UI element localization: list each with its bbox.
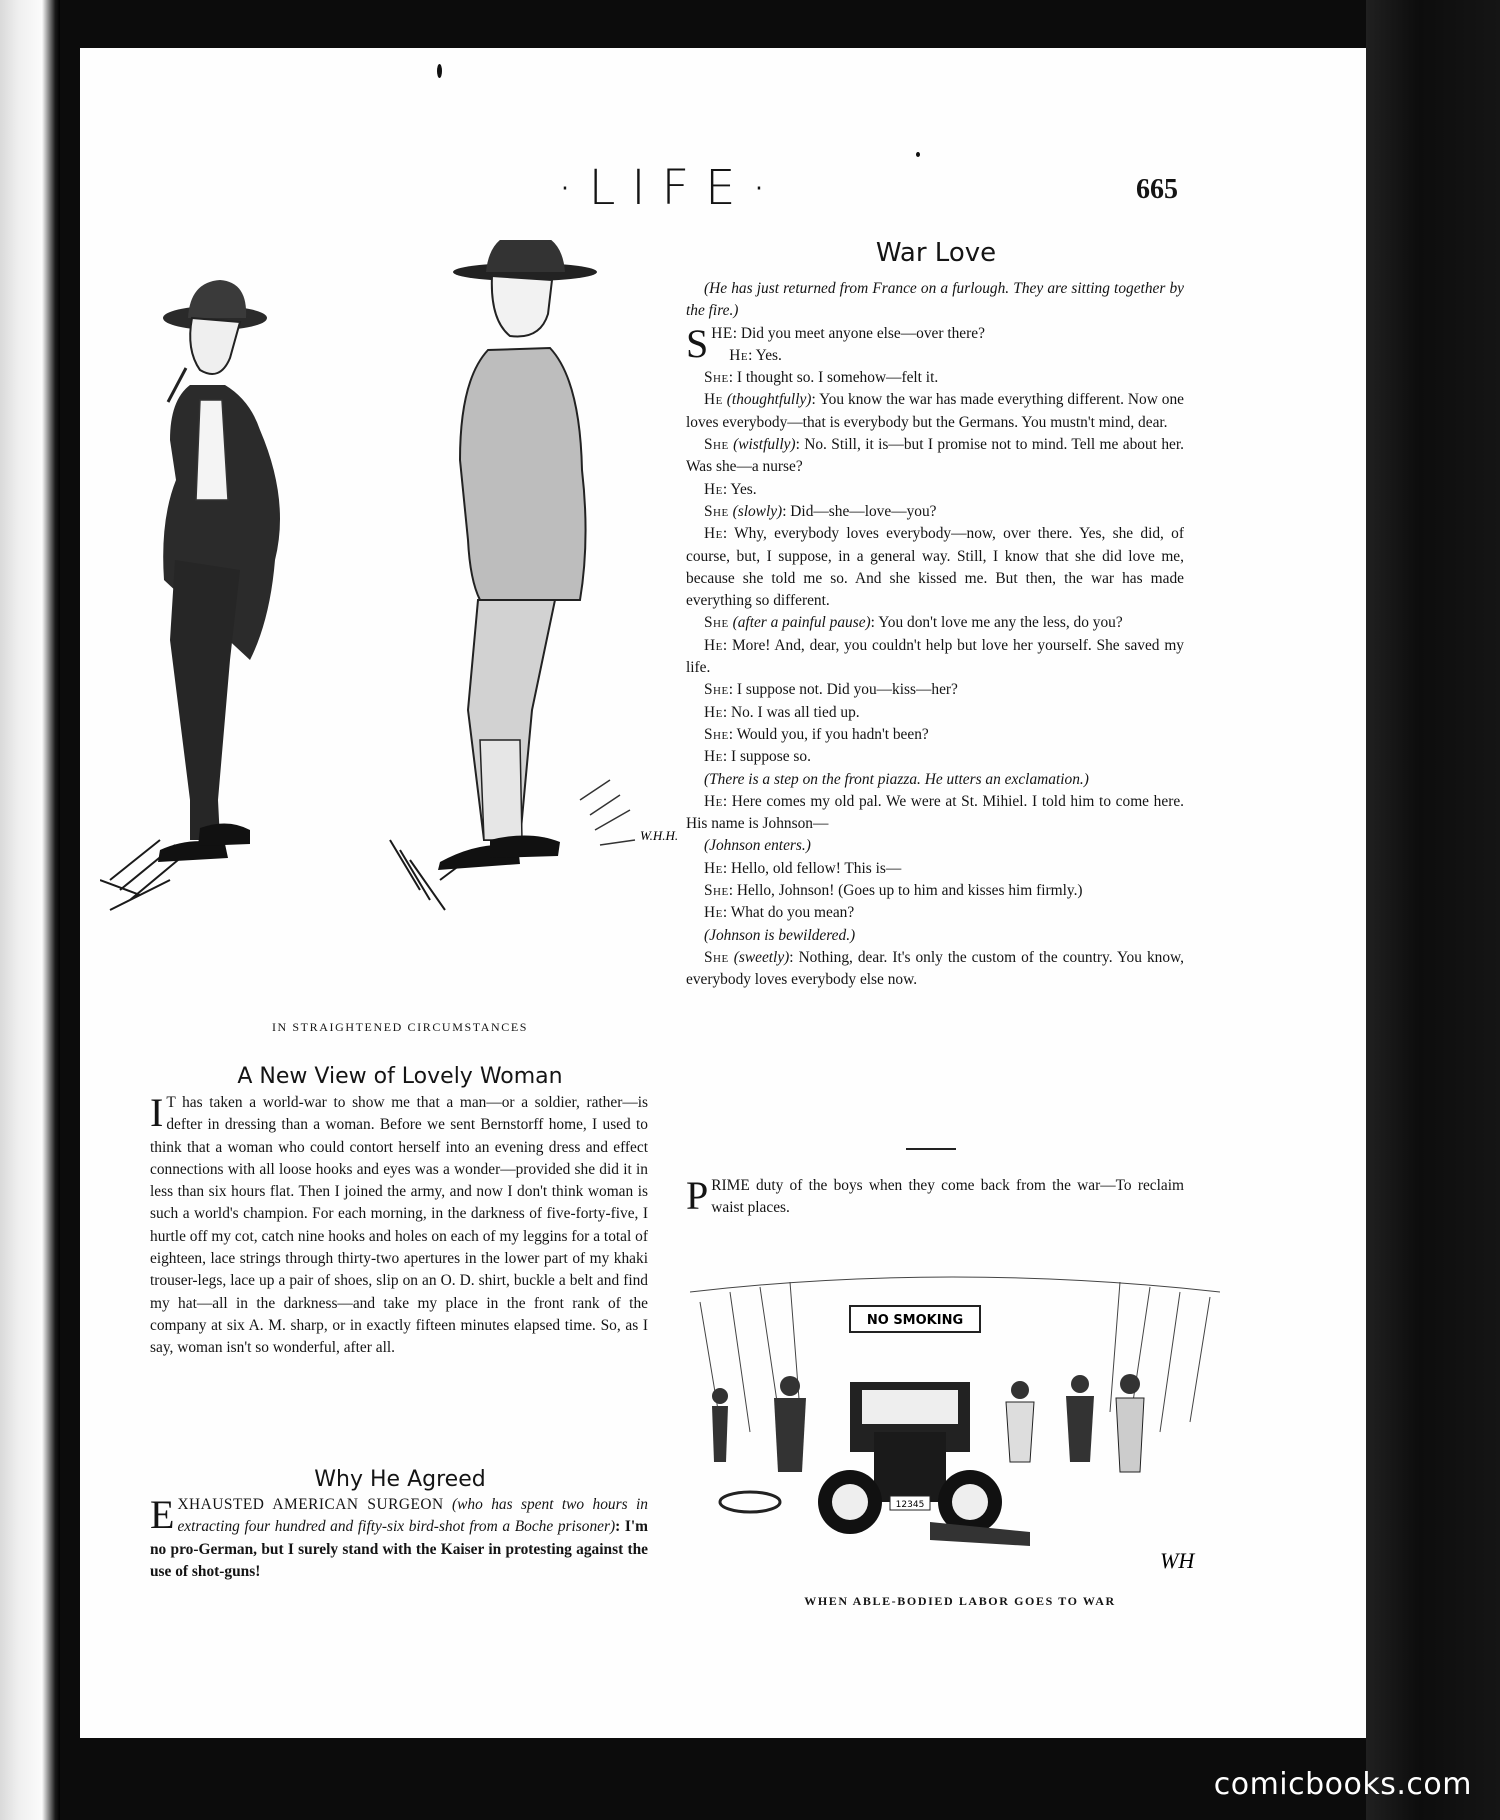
- stage-direction: (Johnson is bewildered.): [704, 926, 856, 944]
- article-title: A New View of Lovely Woman: [237, 1064, 563, 1089]
- dialogue-text: : Why, everybody loves everybody—now, over there. Yes, she did, of course, but, I suppose, in a general way. Still, I know that she did love me, because she told me so. And she kissed me. But then, the war has made everything so different.: [686, 525, 1184, 610]
- dialogue-line: [686, 702, 1184, 724]
- stage-direction: (slowly): [732, 502, 783, 520]
- dialogue-line: [686, 947, 1184, 992]
- article-body: [686, 1175, 1184, 1220]
- dialogue-line: [686, 434, 1184, 479]
- dialogue-text: : Yes.: [722, 480, 757, 498]
- illustration-caption: WHEN ABLE-BODIED LABOR GOES TO WAR: [804, 1594, 1116, 1608]
- dialogue-text: : Nothing, dear. It's only the custom of the country. You know, everybody loves everybody else now.: [686, 948, 1184, 989]
- dialogue-text: : You know the war has made everything different. Now one loves everybody—that is everybody but the Germans. You mustn't mind, dear.: [686, 391, 1184, 431]
- dialogue-text: : Here comes my old pal. We were at St. Mihiel. I told him to come here. His name is Johnson—: [686, 792, 1184, 833]
- artist-signature: WH: [1160, 1548, 1195, 1573]
- dialogue-text: : Hello, old fellow! This is—: [722, 859, 902, 877]
- stage-direction: (thoughtfully): [726, 391, 812, 409]
- speaker-name: He: [704, 480, 723, 498]
- speaker-name: She: [704, 436, 729, 454]
- dialogue-text: : Would you, if you hadn't been?: [728, 725, 929, 743]
- civilian-figure: [158, 280, 280, 862]
- scan-speck: [437, 64, 442, 78]
- dialogue-line: [686, 925, 1184, 947]
- soldier-figure: [438, 240, 597, 870]
- license-plate: 12345: [895, 1500, 925, 1510]
- divider: [906, 1148, 956, 1150]
- page-number: 665: [1136, 174, 1178, 205]
- dialogue-line: [686, 724, 1184, 746]
- speaker-name: He: [704, 636, 723, 654]
- speaker-name: XHAUSTED AMERICAN SURGEON: [177, 1496, 444, 1513]
- dialogue-line: [686, 501, 1184, 523]
- dialogue-lines: [686, 320, 1184, 992]
- dialogue-body: [686, 278, 1184, 992]
- speaker-name: He: [704, 792, 723, 810]
- dialogue-line: [686, 835, 1184, 857]
- dialogue-text: : I thought so. I somehow—felt it.: [728, 369, 939, 387]
- article-body: [150, 1494, 648, 1583]
- dialogue-line: [686, 523, 1184, 612]
- sign-text: NO SMOKING: [866, 1313, 964, 1328]
- dialogue-line: [686, 679, 1184, 701]
- speaker-name: She: [704, 502, 729, 520]
- article-text: RIME duty of the boys when they come back from the war—To reclaim waist places.: [711, 1177, 1184, 1217]
- drop-cap: P: [686, 1173, 709, 1218]
- speaker-name: He: [704, 748, 723, 766]
- dialogue-line: [686, 635, 1184, 680]
- scan-left-edge: [0, 0, 60, 1820]
- artist-signature: W.H.H.: [640, 828, 679, 843]
- dialogue-line: [686, 791, 1184, 836]
- speaker-name: He: [729, 346, 749, 364]
- speaker-name: He: [704, 391, 723, 409]
- speaker-name: He: [704, 703, 723, 721]
- article-text: : I'm no pro-German, but I surely stand with the Kaiser in protesting against the use of shot-guns!: [150, 1518, 648, 1580]
- stage-direction: (sweetly): [733, 948, 790, 966]
- dialogue-line: [686, 769, 1184, 791]
- stage-direction: (He has just returned from France on a furlough. They are sitting together by the fire.): [686, 280, 1184, 320]
- dialogue-text: : No. I was all tied up.: [722, 703, 860, 721]
- watermark: comicbooks.com: [1213, 1767, 1472, 1802]
- dialogue-line: [686, 612, 1184, 634]
- scan-right-edge: [1366, 0, 1500, 1820]
- article-title: War Love: [875, 238, 997, 268]
- dialogue-line: [686, 367, 1184, 389]
- car-repair-illustration: [690, 1262, 1220, 1580]
- stage-direction: (after a painful pause): [732, 614, 871, 632]
- article-text: T has taken a world-war to show me that a man—or a soldier, rather—is defter in dressing than a woman. Before we sent Bernstorff home, I used to think that a woman who could contort herself into an evening dress and effect connections with all loose hooks and eyes was a wonder—provided she did it in less than six hours flat. Then I joined the army, and now I don't think woman is such a world's champion. For each morning, in the darkness of five-forty-five, I hurtle off my cot, catch nine hooks and holes on each of my leggins for a total of eighteen, lace strings through thirty-two apertures in the lower part of my khaki trouser-legs, lace up a pair of shoes, slip on an O. D. shirt, buckle a belt and find my hat—all in the darkness—and take my place in the front rank of the company at six A. M. sharp, or in exactly fifteen minutes elapsed time. So, as I say, woman isn't so wonderful, after all.: [150, 1094, 648, 1357]
- dialogue-line: [686, 479, 1184, 501]
- two-men-illustration: [100, 240, 700, 1010]
- stage-direction: (who has spent two hours in extracting four hundred and fifty-six bird-shot from a Boche prisoner): [177, 1496, 648, 1536]
- dialogue-text: : I suppose not. Did you—kiss—her?: [728, 681, 958, 699]
- speaker-name: HE: [711, 324, 733, 342]
- dialogue-text: : I suppose so.: [722, 748, 811, 766]
- drop-cap: E: [150, 1492, 175, 1537]
- dialogue-text: : More! And, dear, you couldn't help but love her yourself. She saved my life.: [686, 636, 1184, 677]
- dialogue-line: [686, 345, 1184, 367]
- speaker-name: She: [704, 882, 729, 900]
- dialogue-text: : Hello, Johnson! (Goes up to him and kisses him firmly.): [728, 882, 1083, 900]
- drop-cap: I: [150, 1090, 164, 1135]
- dialogue-line: [686, 858, 1184, 880]
- stage-direction: (There is a step on the front piazza. He utters an exclamation.): [704, 770, 1089, 788]
- dialogue-text: : You don't love me any the less, do you?: [870, 614, 1123, 632]
- speaker-name: He: [704, 904, 723, 922]
- article-title: Why He Agreed: [314, 1467, 486, 1492]
- dialogue-text: : Did—she—love—you?: [782, 502, 937, 520]
- speaker-name: She: [704, 681, 729, 699]
- dialogue-line: [686, 746, 1184, 768]
- dialogue-text: : No. Still, it is—but I promise not to mind. Tell me about her. Was she—a nurse?: [686, 436, 1184, 476]
- stage-direction: (wistfully): [733, 436, 796, 454]
- masthead: ·LIFE·: [557, 160, 783, 216]
- speaker-name: She: [704, 369, 729, 387]
- dialogue-line: [686, 880, 1184, 902]
- speaker-name: He: [704, 859, 723, 877]
- dialogue-text: : Yes.: [748, 346, 782, 364]
- article-body: [150, 1092, 648, 1360]
- speaker-name: She: [704, 948, 729, 966]
- dialogue-text: : What do you mean?: [722, 904, 855, 922]
- stage-direction: (Johnson enters.): [704, 837, 811, 855]
- automobile: [818, 1382, 1002, 1534]
- dialogue-line: [686, 389, 1184, 434]
- dialogue-text: : Did you meet anyone else—over there?: [732, 324, 985, 342]
- illustration-caption: IN STRAIGHTENED CIRCUMSTANCES: [271, 1020, 529, 1034]
- speaker-name: She: [704, 725, 729, 743]
- scan-speck: [916, 152, 920, 157]
- dialogue-line: [686, 902, 1184, 924]
- speaker-name: He: [704, 525, 723, 543]
- speaker-name: She: [704, 614, 729, 632]
- drop-cap: S: [686, 320, 709, 366]
